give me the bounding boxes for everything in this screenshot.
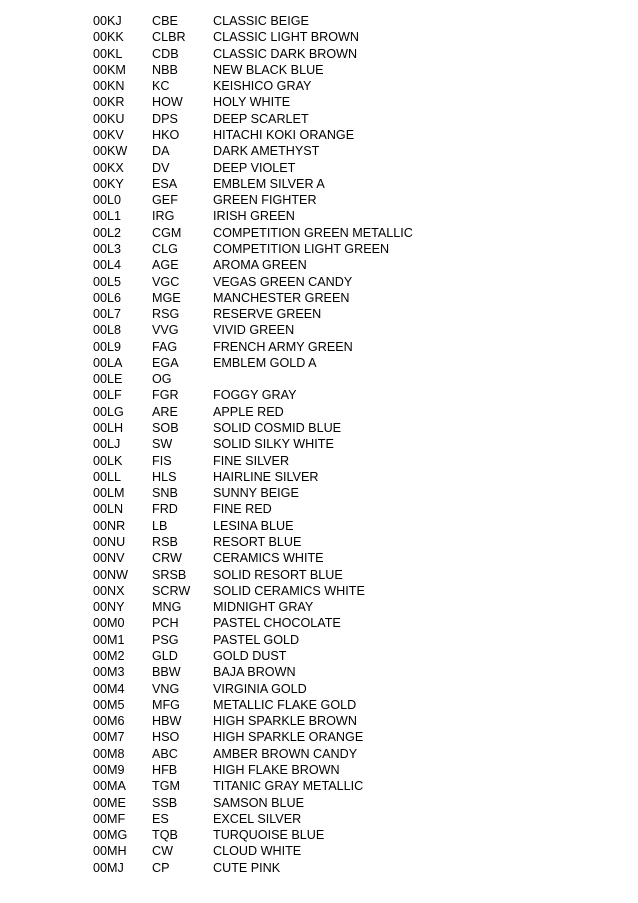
color-code-cell: 00LJ (93, 437, 121, 452)
color-abbreviation-cell: CRW (152, 551, 182, 566)
color-abbreviation-cell: VGC (152, 274, 180, 289)
color-abbreviation-cell: SSB (152, 795, 178, 810)
color-code-rows (93, 13, 473, 876)
color-code-cell: 00NY (93, 600, 125, 615)
color-abbreviation-cell: SNB (152, 486, 178, 501)
color-abbreviation-cell: KC (152, 79, 170, 94)
color-name-cell: COMPETITION LIGHT GREEN (213, 241, 390, 256)
color-abbreviation-cell: FIS (152, 453, 172, 468)
color-abbreviation-cell: SCRW (152, 583, 191, 598)
color-abbreviation-cell: IRG (152, 209, 175, 224)
color-abbreviation-cell: GLD (152, 648, 178, 663)
color-abbreviation-cell: CBE (152, 14, 178, 28)
color-abbreviation-cell: DA (152, 144, 170, 159)
color-name-cell: GOLD DUST (213, 648, 287, 663)
color-name-cell: PASTEL GOLD (213, 632, 300, 647)
color-code-cell: 00M4 (93, 681, 125, 696)
table-row (93, 371, 473, 387)
color-code-cell: 00M1 (93, 632, 125, 647)
table-row (93, 583, 473, 599)
color-name-cell: EXCEL SILVER (213, 811, 302, 826)
table-row (93, 615, 473, 631)
table-row (93, 648, 473, 664)
color-name-cell: BAJA BROWN (213, 665, 296, 680)
color-code-cell: 00KR (93, 95, 125, 110)
color-name-cell: AMBER BROWN CANDY (213, 746, 358, 761)
color-abbreviation-cell: CLBR (152, 30, 186, 45)
color-code-cell: 00L6 (93, 290, 122, 305)
table-row (93, 62, 473, 78)
color-code-cell: 00L0 (93, 193, 122, 208)
color-name-cell: EMBLEM GOLD A (213, 355, 317, 370)
color-code-cell: 00KU (93, 111, 125, 126)
table-row (93, 127, 473, 143)
color-name-cell: SUNNY BEIGE (213, 486, 299, 501)
color-name-cell: HIGH SPARKLE ORANGE (213, 730, 364, 745)
color-code-cell: 00MG (93, 828, 128, 843)
color-name-cell: CERAMICS WHITE (213, 551, 324, 566)
color-code-cell: 00M8 (93, 746, 125, 761)
color-code-cell: 00NR (93, 518, 126, 533)
color-name-cell: HOLY WHITE (213, 95, 291, 110)
color-code-cell: 00KJ (93, 14, 122, 28)
color-name-cell: PASTEL CHOCOLATE (213, 616, 341, 631)
color-code-cell: 00L1 (93, 209, 122, 224)
color-name-cell: CLASSIC LIGHT BROWN (213, 30, 360, 45)
color-name-cell: NEW BLACK BLUE (213, 62, 324, 77)
color-name-cell: HITACHI KOKI ORANGE (213, 127, 355, 142)
color-name-cell: VIRGINIA GOLD (213, 681, 307, 696)
color-name-cell: FOGGY GRAY (213, 388, 297, 403)
table-row (93, 599, 473, 615)
color-abbreviation-cell: RSB (152, 535, 178, 549)
color-code-cell: 00MH (93, 844, 127, 859)
color-code-cell: 00LF (93, 388, 122, 403)
color-code-cell: 00NW (93, 567, 128, 582)
color-abbreviation-cell: MFG (152, 697, 180, 712)
table-row (93, 404, 473, 420)
table-row (93, 78, 473, 94)
color-abbreviation-cell: HLS (152, 469, 177, 484)
color-code-cell: 00LN (93, 502, 124, 517)
color-code-cell: 00MA (93, 779, 126, 794)
color-abbreviation-cell: CW (152, 844, 173, 859)
color-name-cell: FINE RED (213, 502, 272, 517)
color-abbreviation-cell: CLG (152, 241, 178, 256)
color-code-table (93, 13, 473, 876)
color-code-cell: 00KL (93, 46, 123, 61)
table-row (93, 176, 473, 192)
color-name-cell: CUTE PINK (213, 860, 281, 875)
color-code-cell: 00LH (93, 421, 124, 436)
color-code-cell: 00NU (93, 535, 126, 549)
table-row (93, 453, 473, 469)
color-name-cell: EMBLEM SILVER A (213, 176, 325, 191)
table-row (93, 681, 473, 697)
table-row (93, 729, 473, 745)
color-code-cell: 00KW (93, 144, 128, 159)
color-abbreviation-cell: DPS (152, 111, 178, 126)
table-row (93, 94, 473, 110)
table-row (93, 387, 473, 403)
table-row (93, 746, 473, 762)
color-abbreviation-cell: CP (152, 860, 170, 875)
table-row (93, 518, 473, 534)
table-row (93, 778, 473, 794)
color-name-cell: APPLE RED (213, 404, 284, 419)
table-row (93, 827, 473, 843)
color-abbreviation-cell: FRD (152, 502, 178, 517)
color-name-cell: LESINA BLUE (213, 518, 294, 533)
color-abbreviation-cell: OG (152, 372, 172, 387)
color-abbreviation-cell: MGE (152, 290, 181, 305)
table-row (93, 664, 473, 680)
color-code-cell: 00M3 (93, 665, 125, 680)
color-name-cell: TITANIC GRAY METALLIC (213, 779, 364, 794)
table-row (93, 420, 473, 436)
color-code-cell: 00L5 (93, 274, 122, 289)
color-code-cell: 00LE (93, 372, 123, 387)
color-name-cell: SAMSON BLUE (213, 795, 304, 810)
color-abbreviation-cell: SW (152, 437, 173, 452)
color-name-cell: SOLID RESORT BLUE (213, 567, 343, 582)
color-code-cell: 00M5 (93, 697, 125, 712)
color-name-cell: DEEP SCARLET (213, 111, 309, 126)
table-row (93, 306, 473, 322)
table-row (93, 485, 473, 501)
color-abbreviation-cell: ES (152, 811, 169, 826)
table-row (93, 111, 473, 127)
color-name-cell: MANCHESTER GREEN (213, 290, 350, 305)
color-code-cell: 00L4 (93, 258, 122, 273)
color-name-cell: CLASSIC BEIGE (213, 14, 309, 28)
color-name-cell: HIGH FLAKE BROWN (213, 762, 340, 777)
table-row (93, 713, 473, 729)
color-abbreviation-cell: PSG (152, 632, 179, 647)
color-name-cell: CLASSIC DARK BROWN (213, 46, 358, 61)
color-name-cell: SOLID SILKY WHITE (213, 437, 334, 452)
color-abbreviation-cell: HFB (152, 762, 178, 777)
color-abbreviation-cell: AGE (152, 258, 179, 273)
table-row (93, 355, 473, 371)
table-row (93, 257, 473, 273)
table-row (93, 843, 473, 859)
table-row (93, 160, 473, 176)
table-row (93, 290, 473, 306)
color-abbreviation-cell: VNG (152, 681, 180, 696)
color-abbreviation-cell: PCH (152, 616, 179, 631)
color-abbreviation-cell: ARE (152, 404, 178, 419)
color-name-cell: IRISH GREEN (213, 209, 295, 224)
table-row (93, 795, 473, 811)
color-name-cell: GREEN FIGHTER (213, 193, 317, 208)
color-name-cell: RESERVE GREEN (213, 307, 322, 322)
color-name-cell: HAIRLINE SILVER (213, 469, 319, 484)
color-abbreviation-cell: HKO (152, 127, 180, 142)
color-code-cell: 00LK (93, 453, 123, 468)
color-abbreviation-cell: HSO (152, 730, 180, 745)
color-code-cell: 00NX (93, 583, 125, 598)
color-abbreviation-cell: LB (152, 518, 168, 533)
table-row (93, 501, 473, 517)
color-name-cell: AROMA GREEN (213, 258, 307, 273)
table-row (93, 274, 473, 290)
color-code-cell: 00MJ (93, 860, 124, 875)
color-code-cell: 00M0 (93, 616, 125, 631)
table-row (93, 811, 473, 827)
table-row (93, 13, 473, 29)
color-code-cell: 00M7 (93, 730, 125, 745)
color-name-cell: COMPETITION GREEN METALLIC (213, 225, 413, 240)
color-abbreviation-cell: GEF (152, 193, 178, 208)
color-abbreviation-cell: VVG (152, 323, 179, 338)
color-name-cell: METALLIC FLAKE GOLD (213, 697, 357, 712)
color-name-cell: KEISHICO GRAY (213, 79, 312, 94)
table-row (93, 567, 473, 583)
color-code-cell: 00M6 (93, 714, 125, 729)
table-row (93, 632, 473, 648)
table-row (93, 534, 473, 550)
table-row (93, 762, 473, 778)
color-name-cell: SOLID COSMID BLUE (213, 421, 342, 436)
color-abbreviation-cell: MNG (152, 600, 182, 615)
table-row (93, 192, 473, 208)
color-abbreviation-cell: HOW (152, 95, 183, 110)
color-abbreviation-cell: CDB (152, 46, 179, 61)
color-name-cell: DARK AMETHYST (213, 144, 320, 159)
table-row (93, 322, 473, 338)
color-code-cell: 00ME (93, 795, 126, 810)
color-abbreviation-cell: RSG (152, 307, 180, 322)
table-row (93, 550, 473, 566)
table-row (93, 208, 473, 224)
color-name-cell: VIVID GREEN (213, 323, 295, 338)
color-name-cell: VEGAS GREEN CANDY (213, 274, 353, 289)
color-name-cell: SOLID CERAMICS WHITE (213, 583, 365, 598)
color-name-cell: RESORT BLUE (213, 535, 302, 549)
color-abbreviation-cell: HBW (152, 714, 182, 729)
color-code-cell: 00LL (93, 469, 122, 484)
table-row (93, 469, 473, 485)
color-code-cell: 00KV (93, 127, 124, 142)
color-abbreviation-cell: NBB (152, 62, 178, 77)
color-abbreviation-cell: BBW (152, 665, 181, 680)
color-code-cell: 00LG (93, 404, 124, 419)
color-code-cell: 00KX (93, 160, 124, 175)
color-name-cell: TURQUOISE BLUE (213, 828, 325, 843)
color-code-cell: 00M9 (93, 762, 125, 777)
color-code-cell: 00L9 (93, 339, 122, 354)
table-row (93, 143, 473, 159)
color-abbreviation-cell: DV (152, 160, 170, 175)
table-row (93, 46, 473, 62)
color-abbreviation-cell: TGM (152, 779, 180, 794)
table-row (93, 241, 473, 257)
color-name-cell: HIGH SPARKLE BROWN (213, 714, 357, 729)
color-name-cell: FINE SILVER (213, 453, 290, 468)
color-abbreviation-cell: CGM (152, 225, 182, 240)
color-code-cell: 00NV (93, 551, 125, 566)
color-abbreviation-cell: FAG (152, 339, 178, 354)
table-row (93, 436, 473, 452)
color-code-cell: 00M2 (93, 648, 125, 663)
color-abbreviation-cell: ESA (152, 176, 178, 191)
color-code-cell: 00MF (93, 811, 126, 826)
color-code-cell: 00KM (93, 62, 126, 77)
color-code-cell: 00LA (93, 355, 123, 370)
color-code-cell: 00L8 (93, 323, 122, 338)
color-abbreviation-cell: TQB (152, 828, 178, 843)
table-row (93, 29, 473, 45)
color-name-cell: FRENCH ARMY GREEN (213, 339, 353, 354)
color-code-cell: 00L2 (93, 225, 122, 240)
color-code-cell: 00KY (93, 176, 124, 191)
color-name-cell: CLOUD WHITE (213, 844, 302, 859)
color-code-cell: 00KK (93, 30, 124, 45)
color-name-cell: DEEP VIOLET (213, 160, 296, 175)
color-code-cell: 00L3 (93, 241, 122, 256)
table-row (93, 339, 473, 355)
color-abbreviation-cell: SRSB (152, 567, 187, 582)
color-abbreviation-cell: FGR (152, 388, 179, 403)
color-code-cell: 00KN (93, 79, 125, 94)
table-row (93, 225, 473, 241)
color-code-cell: 00LM (93, 486, 125, 501)
color-name-cell: MIDNIGHT GRAY (213, 600, 314, 615)
color-name-cell (213, 371, 473, 387)
table-row (93, 697, 473, 713)
color-abbreviation-cell: ABC (152, 746, 178, 761)
color-abbreviation-cell: EGA (152, 355, 179, 370)
color-code-cell: 00L7 (93, 307, 122, 322)
table-row (93, 860, 473, 876)
color-abbreviation-cell: SOB (152, 421, 179, 436)
